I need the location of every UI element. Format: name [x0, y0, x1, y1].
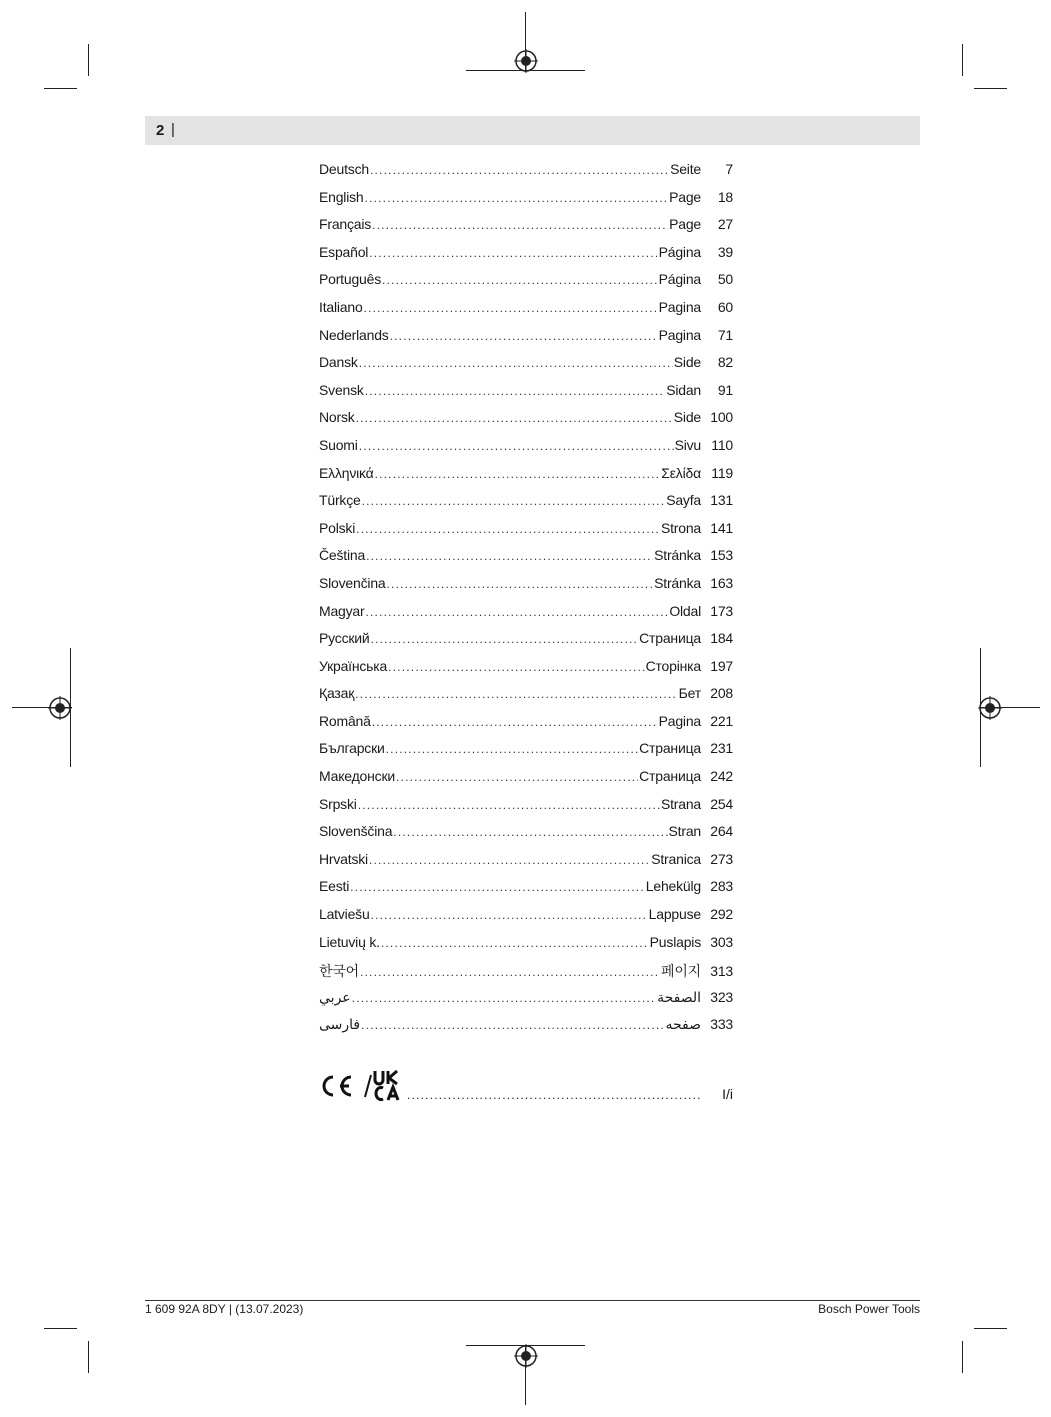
toc-entry[interactable] — [319, 989, 733, 1017]
toc-page-number: 303 — [710, 933, 733, 950]
toc-entry[interactable] — [319, 271, 733, 299]
toc-entry[interactable] — [319, 713, 733, 741]
toc-entry[interactable] — [319, 547, 733, 575]
toc-page-number: 254 — [710, 795, 733, 812]
toc-entry[interactable] — [319, 878, 733, 906]
registration-target-icon — [978, 696, 1002, 720]
toc-language: Norsk — [319, 409, 355, 426]
dot-leader — [393, 825, 667, 839]
toc-language: Македонски — [319, 768, 395, 785]
dot-leader — [364, 301, 658, 315]
dot-leader — [356, 411, 673, 425]
toc-page-number: 39 — [717, 243, 733, 260]
dot-leader — [396, 770, 638, 784]
toc-page-word: Sivu — [674, 436, 701, 453]
toc-page-number: 153 — [710, 547, 733, 564]
toc-page-word: Puslapis — [649, 933, 701, 950]
toc-language: Eesti — [319, 878, 350, 895]
dot-leader — [381, 936, 649, 950]
toc-page-number: 141 — [710, 519, 733, 536]
toc-page-word: Side — [673, 354, 701, 371]
toc-entry[interactable] — [319, 382, 733, 410]
toc-entry[interactable] — [319, 492, 733, 520]
toc-entry[interactable] — [319, 437, 733, 465]
toc-page-word: Page — [669, 216, 701, 233]
dot-leader — [365, 191, 669, 205]
crop-mark — [44, 88, 77, 89]
dot-leader — [369, 246, 657, 260]
toc-page-word: Stránka — [654, 547, 701, 564]
toc-page-word: Seite — [670, 161, 701, 177]
toc-language: 한국어 — [319, 963, 359, 980]
toc-page-number: 27 — [717, 216, 733, 233]
footer-rule — [145, 1300, 920, 1301]
toc-language: English — [319, 188, 364, 205]
dot-leader — [366, 549, 653, 563]
toc-page-word: Сторінка — [645, 657, 701, 674]
page-header — [145, 116, 920, 145]
toc-language: Română — [319, 712, 371, 729]
dot-leader — [356, 522, 660, 536]
toc-language: Български — [319, 740, 385, 757]
toc-entry[interactable] — [319, 299, 733, 327]
toc-entry[interactable] — [319, 520, 733, 548]
toc-page-number: 131 — [710, 492, 733, 509]
toc-page-number: 231 — [710, 740, 733, 757]
toc-language: Қазақ — [319, 685, 355, 702]
ce-ukca-logo — [319, 1068, 407, 1104]
dot-leader — [371, 632, 639, 646]
toc-page-word: Страница — [639, 740, 701, 757]
toc-language: Slovenščina — [319, 823, 393, 840]
toc-language: Deutsch — [319, 161, 369, 177]
toc-entry[interactable] — [319, 851, 733, 879]
dot-leader — [371, 908, 648, 922]
toc-page-word: Stran — [668, 823, 701, 840]
toc-page-word: Stranica — [651, 850, 701, 867]
toc-language: Nederlands — [319, 326, 389, 343]
crop-mark — [962, 1341, 963, 1373]
toc-page-word: Page — [669, 188, 701, 205]
toc-page-number: 242 — [710, 768, 733, 785]
dot-leader — [387, 577, 654, 591]
ce-ukca-mark-icon — [319, 1068, 407, 1104]
toc-language: فارسی — [319, 1016, 361, 1033]
toc-page-number: 119 — [711, 464, 733, 481]
toc-entry[interactable] — [319, 575, 733, 603]
toc-entry[interactable] — [319, 327, 733, 355]
dot-leader — [372, 218, 668, 232]
toc-page-word: Σελίδα — [661, 464, 701, 481]
toc-page-number: 18 — [717, 188, 733, 205]
toc-page-number: 71 — [717, 326, 733, 343]
toc-language: Suomi — [319, 436, 358, 453]
toc-language: Español — [319, 243, 369, 260]
toc-entry[interactable] — [319, 685, 733, 713]
toc-page-number: 82 — [717, 354, 733, 371]
document-id: 1 609 92A 8DY | (13.07.2023) — [145, 1302, 304, 1316]
dot-leader — [365, 605, 668, 619]
toc-page-word: Страница — [639, 630, 701, 647]
registration-target-icon — [514, 49, 538, 73]
toc-language: Slovenčina — [319, 574, 386, 591]
dot-leader — [355, 687, 678, 701]
toc-entry[interactable] — [319, 768, 733, 796]
toc-entry[interactable] — [319, 961, 733, 989]
toc-language: Türkçe — [319, 492, 361, 509]
dot-leader — [372, 715, 658, 729]
toc-language: Français — [319, 216, 372, 233]
toc-entry[interactable] — [319, 796, 733, 824]
toc-language: Polski — [319, 519, 356, 536]
toc-page-word: 페이지 — [661, 963, 701, 980]
toc-language: Svensk — [319, 381, 364, 398]
toc-language: Srpski — [319, 795, 357, 812]
dot-leader — [352, 991, 656, 1005]
dot-leader — [358, 798, 660, 812]
toc-page-word: Pagina — [658, 298, 701, 315]
toc-language: Čeština — [319, 547, 366, 564]
toc-page-number: 60 — [717, 298, 733, 315]
toc-language: Ελληνικά — [319, 464, 374, 481]
conformity-row — [319, 1068, 733, 1104]
toc-entry[interactable] — [319, 823, 733, 851]
toc-entry[interactable] — [319, 354, 733, 382]
dot-leader — [407, 1088, 702, 1104]
toc-language: Latviešu — [319, 906, 370, 923]
toc-entry[interactable] — [319, 740, 733, 768]
toc-page-word: Sayfa — [666, 492, 701, 509]
toc-page-number: 292 — [710, 906, 733, 923]
registration-target-icon — [514, 1344, 538, 1368]
toc-page-number: 173 — [710, 602, 733, 619]
toc-language: Lietuvių k. — [319, 933, 380, 950]
toc-page-number: 100 — [710, 409, 733, 426]
toc-page-number: 197 — [710, 657, 733, 674]
table-of-contents — [319, 161, 733, 1044]
toc-language: Hrvatski — [319, 850, 368, 867]
toc-language: Русский — [319, 630, 370, 647]
crop-mark — [44, 1328, 77, 1329]
toc-page-word: Страница — [639, 768, 701, 785]
dot-leader — [375, 467, 661, 481]
toc-page-number: 313 — [710, 963, 733, 980]
toc-entry[interactable] — [319, 630, 733, 658]
toc-language: Português — [319, 271, 382, 288]
toc-page-word: Lehekülg — [645, 878, 701, 895]
dot-leader — [382, 273, 658, 287]
toc-language: Dansk — [319, 354, 358, 371]
toc-page-number: 333 — [710, 1016, 733, 1033]
dot-leader — [361, 1018, 664, 1032]
toc-page-word: Oldal — [669, 602, 701, 619]
toc-page-number: 184 — [710, 630, 733, 647]
toc-entry[interactable] — [319, 161, 733, 189]
header-separator: | — [171, 121, 175, 138]
brand-name: Bosch Power Tools — [818, 1302, 920, 1316]
toc-language: عربي — [319, 988, 351, 1005]
toc-page-number: 221 — [710, 712, 733, 729]
dot-leader — [359, 439, 674, 453]
dot-leader — [369, 853, 650, 867]
toc-page-word: Lappuse — [648, 906, 701, 923]
toc-page-number: 7 — [725, 161, 733, 177]
toc-language: Українська — [319, 657, 388, 674]
toc-entry[interactable] — [319, 244, 733, 272]
toc-page-number: 50 — [717, 271, 733, 288]
toc-page-word: Sidan — [666, 381, 701, 398]
toc-page-number: 273 — [710, 850, 733, 867]
toc-page-word: Página — [658, 243, 701, 260]
toc-page-number: 283 — [710, 878, 733, 895]
toc-entry[interactable] — [319, 1016, 733, 1044]
toc-page-number: 208 — [710, 685, 733, 702]
toc-entry[interactable] — [319, 189, 733, 217]
toc-entry[interactable] — [319, 906, 733, 934]
toc-page-word: Бет — [678, 685, 701, 702]
dot-leader — [390, 329, 658, 343]
conformity-page: I/i — [722, 1086, 733, 1102]
page-number: 2 — [156, 122, 165, 139]
toc-language: Italiano — [319, 298, 363, 315]
dot-leader — [362, 494, 666, 508]
crop-mark — [88, 1341, 89, 1373]
dot-leader — [350, 880, 645, 894]
toc-page-word: Pagina — [658, 712, 701, 729]
toc-entry[interactable] — [319, 658, 733, 686]
toc-entry[interactable] — [319, 409, 733, 437]
crop-mark — [88, 44, 89, 76]
dot-leader — [365, 384, 665, 398]
crop-mark — [974, 88, 1007, 89]
toc-page-word: Stránka — [654, 574, 701, 591]
toc-page-word: Side — [673, 409, 701, 426]
dot-leader — [388, 660, 644, 674]
dot-leader — [370, 163, 669, 177]
toc-page-number: 163 — [710, 574, 733, 591]
toc-page-number: 91 — [717, 381, 733, 398]
toc-page-word: Strona — [660, 519, 701, 536]
toc-page-word: Página — [658, 271, 701, 288]
toc-page-number: 323 — [710, 988, 733, 1005]
toc-page-word: Pagina — [658, 326, 701, 343]
toc-entry[interactable] — [319, 465, 733, 493]
dot-leader — [360, 965, 660, 979]
toc-entry[interactable] — [319, 216, 733, 244]
dot-leader — [386, 742, 639, 756]
crop-mark — [962, 44, 963, 76]
crop-mark — [974, 1328, 1007, 1329]
toc-page-number: 110 — [711, 436, 733, 453]
dot-leader — [359, 356, 673, 370]
toc-page-word: Strana — [660, 795, 701, 812]
toc-entry[interactable] — [319, 934, 733, 962]
toc-entry[interactable] — [319, 603, 733, 631]
toc-page-number: 264 — [710, 823, 733, 840]
toc-page-word: صفحه — [665, 1016, 701, 1033]
registration-target-icon — [48, 696, 72, 720]
toc-page-word: الصفحة — [657, 988, 701, 1005]
toc-language: Magyar — [319, 602, 365, 619]
